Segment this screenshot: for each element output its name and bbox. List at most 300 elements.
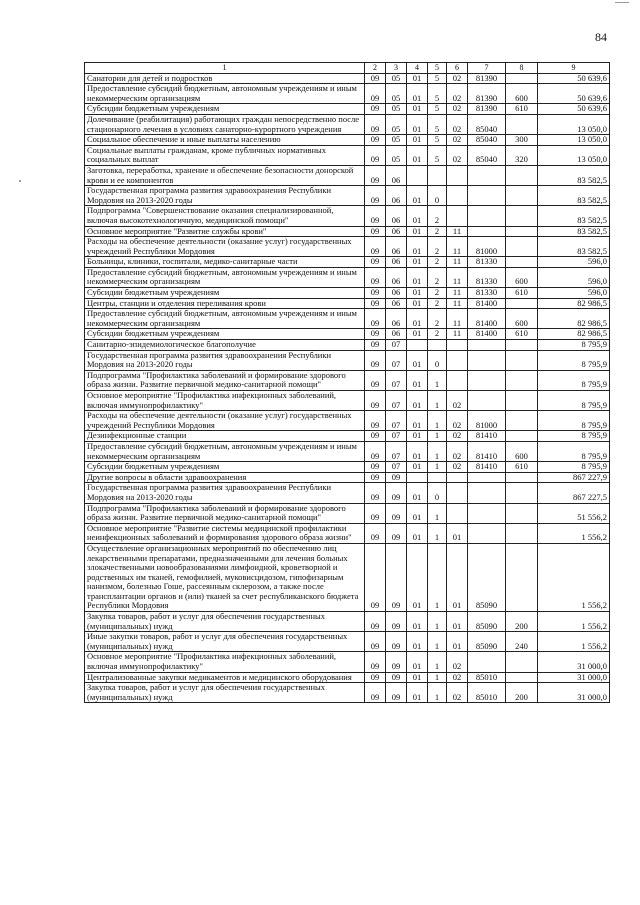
code-direction [468,391,506,411]
row-amount: 83 582,5 [538,165,610,185]
code-subprogram: 1 [428,672,447,683]
table-row [85,672,610,683]
code-expense-type: 600 [506,441,538,461]
column-header: 7 [468,63,506,74]
code-expense-type [506,543,538,611]
code-expense-type: 320 [506,145,538,165]
column-header: 9 [538,63,610,74]
code-event: 01 [447,632,468,652]
code-subprogram: 1 [428,683,447,703]
code-expense-type [506,114,538,134]
code-gr: 09 [365,329,386,340]
code-event: 02 [447,145,468,165]
row-amount: 1 556,2 [538,523,610,543]
code-pr: 05 [386,84,407,104]
row-amount: 83 582,5 [538,206,610,226]
code-expense-type [506,483,538,503]
code-event: 02 [447,431,468,442]
code-gr: 09 [365,298,386,309]
code-event: 02 [447,104,468,115]
table-row [85,186,610,206]
column-header: 6 [447,63,468,74]
code-subprogram: 0 [428,186,447,206]
code-event: 02 [447,135,468,146]
code-gr: 09 [365,165,386,185]
code-pr: 06 [386,298,407,309]
code-program: 01 [407,135,428,146]
row-name: Иные закупки товаров, работ и услуг для обеспечения государственных (муниципальных) нужд [85,632,365,652]
code-event [447,370,468,390]
code-direction [468,226,506,237]
row-amount: 50 639,6 [538,73,610,84]
code-program: 01 [407,267,428,287]
row-amount: 83 582,5 [538,186,610,206]
code-program: 01 [407,683,428,703]
code-subprogram: 2 [428,267,447,287]
row-amount: 596,0 [538,288,610,299]
code-pr: 07 [386,431,407,442]
table-row [85,483,610,503]
code-subprogram: 2 [428,309,447,329]
row-name: Основное мероприятие "Профилактика инфекционных заболеваний, включая иммунопрофилактику" [85,652,365,672]
column-header: 1 [85,63,365,74]
code-pr: 07 [386,411,407,431]
code-pr: 05 [386,104,407,115]
code-subprogram: 1 [428,462,447,473]
code-subprogram: 2 [428,288,447,299]
code-subprogram [428,340,447,351]
code-direction: 81330 [468,288,506,299]
code-direction: 81000 [468,237,506,257]
code-program: 01 [407,411,428,431]
code-subprogram [428,165,447,185]
code-event: 11 [447,329,468,340]
code-pr: 06 [386,309,407,329]
table-row [85,370,610,390]
code-event [447,472,468,483]
code-event: 11 [447,226,468,237]
code-subprogram [428,472,447,483]
code-subprogram: 5 [428,114,447,134]
code-event: 02 [447,683,468,703]
code-subprogram: 2 [428,298,447,309]
table-header-row [85,63,610,74]
row-amount: 8 795,9 [538,340,610,351]
row-name: Предоставление субсидий бюджетным, автономным учреждениям и иным некоммерческим организациям [85,309,365,329]
row-name: Централизованные закупки медикаментов и медицинского оборудования [85,672,365,683]
code-expense-type [506,73,538,84]
code-direction [468,165,506,185]
code-event: 01 [447,523,468,543]
code-gr: 09 [365,73,386,84]
code-direction: 85040 [468,114,506,134]
code-expense-type [506,503,538,523]
table-row [85,267,610,287]
table-row [85,114,610,134]
code-pr: 09 [386,683,407,703]
code-subprogram: 1 [428,370,447,390]
table-row [85,145,610,165]
code-direction: 81410 [468,441,506,461]
row-amount: 8 795,9 [538,431,610,442]
table-row [85,257,610,268]
code-pr: 06 [386,288,407,299]
table-row [85,288,610,299]
code-event: 02 [447,391,468,411]
code-program: 01 [407,186,428,206]
code-direction: 81390 [468,84,506,104]
code-subprogram: 1 [428,441,447,461]
row-name: Заготовка, переработка, хранение и обеспечение безопасности донорской крови и ее компонентов [85,165,365,185]
code-expense-type [506,206,538,226]
page-number: 84 [595,30,607,44]
code-expense-type [506,298,538,309]
code-pr: 09 [386,483,407,503]
table-row [85,543,610,611]
code-event: 01 [447,612,468,632]
scan-mark [615,2,629,3]
row-name: Расходы на обеспечение деятельности (оказание услуг) государственных учреждений Республики Мордовия [85,411,365,431]
code-direction [468,523,506,543]
row-amount: 82 986,5 [538,309,610,329]
code-gr: 09 [365,391,386,411]
row-amount: 1 556,2 [538,632,610,652]
code-direction: 85090 [468,612,506,632]
code-expense-type [506,350,538,370]
code-subprogram: 5 [428,84,447,104]
row-name: Санатории для детей и подростков [85,73,365,84]
row-name: Государственная программа развития здравоохранения Республики Мордовия на 2013-2020 годы [85,350,365,370]
code-pr: 09 [386,523,407,543]
row-amount: 13 050,0 [538,145,610,165]
code-program: 01 [407,309,428,329]
code-gr: 09 [365,612,386,632]
code-direction: 85090 [468,632,506,652]
code-direction: 81410 [468,462,506,473]
table-row [85,411,610,431]
table-row [85,84,610,104]
table-row [85,104,610,115]
row-amount: 31 000,0 [538,652,610,672]
row-amount: 82 986,5 [538,298,610,309]
code-pr: 05 [386,135,407,146]
code-gr: 09 [365,431,386,442]
code-event: 02 [447,672,468,683]
row-name: Социальные выплаты гражданам, кроме публичных нормативных социальных выплат [85,145,365,165]
row-name: Долечивание (реабилитация) работающих граждан непосредственно после стационарного лечения в условиях санаторно-курортного учреждения [85,114,365,134]
code-event: 01 [447,543,468,611]
row-amount: 596,0 [538,267,610,287]
code-expense-type [506,340,538,351]
row-name: Предоставление субсидий бюджетным, автономным учреждениям и иным некоммерческим организациям [85,267,365,287]
table-row [85,329,610,340]
code-event: 11 [447,237,468,257]
table-row [85,237,610,257]
code-expense-type [506,370,538,390]
code-direction [468,652,506,672]
code-subprogram: 1 [428,543,447,611]
code-direction: 85040 [468,135,506,146]
code-event: 02 [447,652,468,672]
code-program: 01 [407,84,428,104]
row-amount: 31 000,0 [538,683,610,703]
code-subprogram: 2 [428,226,447,237]
code-gr: 09 [365,523,386,543]
row-amount: 51 556,2 [538,503,610,523]
row-amount: 1 556,2 [538,612,610,632]
row-amount: 8 795,9 [538,391,610,411]
table-row [85,441,610,461]
code-gr: 09 [365,441,386,461]
row-name: Санитарно-эпидемиологическое благополучие [85,340,365,351]
row-name: Осуществление организационных мероприятий по обеспечению лиц лекарственными препаратами, предназначенными для лечения больных злокачественными новообразованиями лимфоидной, кроветворной и родственных им тканей, гемофилией, муковисцидозом, гипофизарным нанизмом, болезнью Гоше, рассеянным склерозом, а также после трансплантации органов и (или) тканей за счет республиканского бюджета Республики Мордовия [85,543,365,611]
code-event: 11 [447,309,468,329]
column-header: 5 [428,63,447,74]
code-pr: 07 [386,340,407,351]
row-amount: 596,0 [538,257,610,268]
code-direction [468,350,506,370]
code-program: 01 [407,226,428,237]
code-program: 01 [407,145,428,165]
code-event: 02 [447,84,468,104]
code-gr: 09 [365,145,386,165]
row-name: Субсидии бюджетным учреждениям [85,329,365,340]
code-subprogram: 1 [428,431,447,442]
table-row [85,632,610,652]
code-event [447,186,468,206]
code-event: 11 [447,298,468,309]
row-name: Государственная программа развития здравоохранения Республики Мордовия на 2013-2020 годы [85,483,365,503]
code-program: 01 [407,237,428,257]
code-pr: 06 [386,226,407,237]
code-pr: 09 [386,672,407,683]
code-event: 11 [447,267,468,287]
code-pr: 09 [386,472,407,483]
code-expense-type: 200 [506,612,538,632]
code-pr: 07 [386,350,407,370]
code-direction: 81400 [468,309,506,329]
code-subprogram: 1 [428,391,447,411]
code-program: 01 [407,672,428,683]
code-program: 01 [407,104,428,115]
code-pr: 09 [386,503,407,523]
code-program [407,472,428,483]
code-pr: 09 [386,612,407,632]
code-gr: 09 [365,483,386,503]
table-row [85,652,610,672]
code-gr: 09 [365,84,386,104]
code-pr: 09 [386,652,407,672]
code-gr: 09 [365,350,386,370]
code-pr: 06 [386,165,407,185]
code-event: 02 [447,73,468,84]
code-subprogram: 1 [428,612,447,632]
code-pr: 06 [386,186,407,206]
row-name: Субсидии бюджетным учреждениям [85,462,365,473]
code-expense-type: 200 [506,683,538,703]
code-direction [468,186,506,206]
code-gr: 09 [365,503,386,523]
code-direction: 85090 [468,543,506,611]
code-pr: 06 [386,206,407,226]
row-name: Расходы на обеспечение деятельности (оказание услуг) государственных учреждений Республики Мордовия [85,237,365,257]
code-program: 01 [407,350,428,370]
code-expense-type [506,652,538,672]
row-name: Подпрограмма "Совершенствование оказания специализированной, включая высокотехнологичную, медицинской помощи" [85,206,365,226]
code-subprogram: 1 [428,523,447,543]
code-gr: 09 [365,135,386,146]
code-expense-type [506,257,538,268]
code-program: 01 [407,523,428,543]
row-amount: 83 582,5 [538,237,610,257]
code-expense-type [506,186,538,206]
code-program: 01 [407,288,428,299]
table-row [85,206,610,226]
table-row [85,165,610,185]
row-name: Социальное обеспечение и иные выплаты населению [85,135,365,146]
code-direction: 81330 [468,257,506,268]
code-gr: 09 [365,206,386,226]
code-expense-type: 600 [506,309,538,329]
row-name: Закупка товаров, работ и услуг для обеспечения государственных (муниципальных) нужд [85,683,365,703]
code-pr: 07 [386,462,407,473]
code-gr: 09 [365,672,386,683]
code-program: 01 [407,73,428,84]
code-expense-type [506,226,538,237]
code-event: 11 [447,288,468,299]
code-direction: 81400 [468,329,506,340]
code-program: 01 [407,329,428,340]
code-expense-type [506,672,538,683]
column-header: 4 [407,63,428,74]
code-program: 01 [407,462,428,473]
code-expense-type [506,523,538,543]
code-expense-type [506,391,538,411]
code-subprogram: 5 [428,135,447,146]
code-event: 02 [447,114,468,134]
code-direction: 85010 [468,672,506,683]
code-direction: 81390 [468,104,506,115]
code-pr: 06 [386,329,407,340]
code-subprogram: 2 [428,329,447,340]
code-direction [468,340,506,351]
code-program: 01 [407,632,428,652]
code-direction: 85040 [468,145,506,165]
code-program [407,165,428,185]
row-amount: 82 986,5 [538,329,610,340]
code-event [447,350,468,370]
row-amount: 8 795,9 [538,411,610,431]
table-row [85,350,610,370]
table-row [85,226,610,237]
code-gr: 09 [365,309,386,329]
code-pr: 05 [386,73,407,84]
table-body [85,73,610,703]
row-amount: 13 050,0 [538,135,610,146]
code-gr: 09 [365,683,386,703]
code-expense-type: 600 [506,84,538,104]
row-amount: 50 639,6 [538,84,610,104]
table-row [85,73,610,84]
code-subprogram: 5 [428,104,447,115]
table-row [85,309,610,329]
row-amount: 8 795,9 [538,462,610,473]
code-expense-type: 610 [506,462,538,473]
code-direction: 81410 [468,431,506,442]
code-direction: 81330 [468,267,506,287]
code-expense-type: 610 [506,104,538,115]
code-gr: 09 [365,288,386,299]
table-row [85,612,610,632]
code-direction: 81000 [468,411,506,431]
code-pr: 05 [386,145,407,165]
code-program: 01 [407,431,428,442]
row-amount: 31 000,0 [538,672,610,683]
row-name: Больницы, клиники, госпитали, медико-санитарные части [85,257,365,268]
code-program: 01 [407,543,428,611]
code-program: 01 [407,257,428,268]
code-direction: 81400 [468,298,506,309]
code-pr: 06 [386,267,407,287]
code-event: 02 [447,441,468,461]
code-direction [468,503,506,523]
row-name: Субсидии бюджетным учреждениям [85,288,365,299]
table-row [85,431,610,442]
code-expense-type [506,165,538,185]
table-row [85,135,610,146]
code-subprogram: 1 [428,652,447,672]
code-direction [468,206,506,226]
code-event: 02 [447,462,468,473]
table-row [85,391,610,411]
code-pr: 09 [386,632,407,652]
table-row [85,462,610,473]
code-pr: 09 [386,543,407,611]
code-subprogram: 5 [428,145,447,165]
code-event [447,503,468,523]
code-expense-type: 610 [506,329,538,340]
code-gr: 09 [365,462,386,473]
code-subprogram: 2 [428,237,447,257]
code-gr: 09 [365,411,386,431]
code-gr: 09 [365,340,386,351]
column-header: 3 [386,63,407,74]
code-direction [468,370,506,390]
code-gr: 09 [365,257,386,268]
code-pr: 06 [386,237,407,257]
code-pr: 07 [386,441,407,461]
row-name: Основное мероприятие "Профилактика инфекционных заболеваний, включая иммунопрофилактику" [85,391,365,411]
code-event: 11 [447,257,468,268]
code-gr: 09 [365,104,386,115]
row-name: Предоставление субсидий бюджетным, автономным учреждениям и иным некоммерческим организациям [85,441,365,461]
code-pr: 07 [386,370,407,390]
code-program: 01 [407,206,428,226]
budget-table [84,62,610,703]
code-gr: 09 [365,186,386,206]
code-program: 01 [407,298,428,309]
code-pr: 06 [386,257,407,268]
code-gr: 09 [365,267,386,287]
code-expense-type: 600 [506,267,538,287]
code-program: 01 [407,612,428,632]
row-amount: 50 639,6 [538,104,610,115]
table-row [85,340,610,351]
code-gr: 09 [365,114,386,134]
row-amount: 83 582,5 [538,226,610,237]
row-amount: 867 227,9 [538,472,610,483]
row-amount: 8 795,9 [538,441,610,461]
